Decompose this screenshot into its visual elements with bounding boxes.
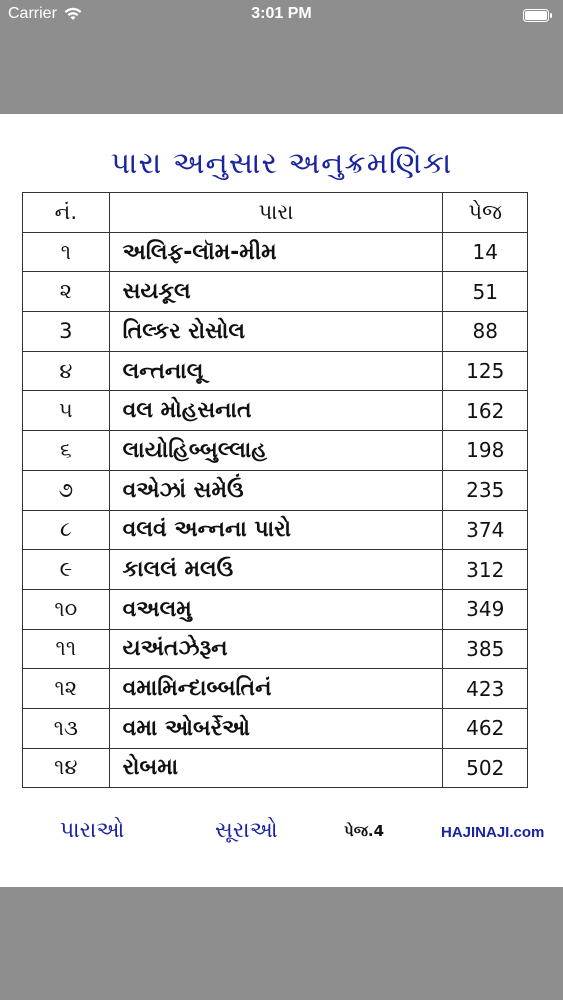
row-para-name[interactable]: યઅંતઝેરૂન: [109, 629, 443, 669]
table-row[interactable]: [23, 272, 528, 312]
page-title: પારા અનુસાર અનુક્રમણિકા: [110, 146, 453, 181]
table-row[interactable]: [23, 748, 528, 788]
row-page: 198: [443, 431, 528, 471]
row-para-name[interactable]: તિલ્કર રોસોલ: [109, 312, 443, 352]
row-page: 423: [443, 669, 528, 709]
row-para-name[interactable]: અલિફ-લૉમ-મીમ: [109, 232, 443, 272]
row-para-name[interactable]: લન્તનાલૂ: [109, 351, 443, 391]
row-page: 235: [443, 470, 528, 510]
row-number: ૧: [23, 232, 110, 272]
row-para-name[interactable]: વમા ઓબર્રેઓ: [109, 708, 443, 748]
row-para-name[interactable]: વલવં અન્નના પારો: [109, 510, 443, 550]
row-number: 3: [23, 312, 110, 352]
table-row[interactable]: [23, 510, 528, 550]
row-number: ૮: [23, 510, 110, 550]
row-number: ૧૨: [23, 669, 110, 709]
status-bar: [0, 0, 563, 30]
table-row[interactable]: [23, 550, 528, 590]
row-number: ૪: [23, 351, 110, 391]
status-time: 3:01 PM: [251, 5, 312, 22]
row-page: 14: [443, 232, 528, 272]
row-page: 462: [443, 708, 528, 748]
row-number: ૧૪: [23, 748, 110, 788]
row-para-name[interactable]: વલ મોહસનાત: [109, 391, 443, 431]
row-para-name[interactable]: લાયોહિબ્બુલ્લાહ: [109, 431, 443, 471]
row-number: ૧૩: [23, 708, 110, 748]
header-page: પેજ: [443, 193, 528, 233]
row-page: 88: [443, 312, 528, 352]
table-header-row: [23, 193, 528, 233]
row-para-name[interactable]: વઅલમુ: [109, 589, 443, 629]
carrier-label: Carrier: [8, 5, 57, 22]
row-number: ૫: [23, 391, 110, 431]
table-row[interactable]: [23, 431, 528, 471]
website-link[interactable]: HAJINAJI.com: [441, 824, 545, 841]
row-number: ૧૦: [23, 589, 110, 629]
row-number: ૬: [23, 431, 110, 471]
row-para-name[interactable]: વએઝાં સમેઉં: [109, 470, 443, 510]
row-page: 51: [443, 272, 528, 312]
row-para-name[interactable]: સયકૂલ: [109, 272, 443, 312]
footer-nav: [0, 814, 563, 854]
row-para-name[interactable]: કાલલં મલઉ: [109, 550, 443, 590]
sura-list-link[interactable]: સૂરાઓ: [215, 818, 278, 843]
table-row[interactable]: [23, 470, 528, 510]
index-page: [0, 114, 563, 887]
header-para: પારા: [109, 193, 443, 233]
row-page: 162: [443, 391, 528, 431]
header-number: નં.: [23, 193, 110, 233]
table-row[interactable]: [23, 669, 528, 709]
row-page: 374: [443, 510, 528, 550]
row-number: ૧૧: [23, 629, 110, 669]
row-number: ૯: [23, 550, 110, 590]
row-para-name[interactable]: વમામિન્દાબ્બતિનં: [109, 669, 443, 709]
page-number-label: પેજ.4: [344, 822, 385, 840]
row-page: 349: [443, 589, 528, 629]
row-page: 385: [443, 629, 528, 669]
row-page: 502: [443, 748, 528, 788]
table-row[interactable]: [23, 708, 528, 748]
para-list-link[interactable]: પારાઓ: [60, 818, 125, 843]
row-number: ૨: [23, 272, 110, 312]
table-row[interactable]: [23, 391, 528, 431]
table-row[interactable]: [23, 589, 528, 629]
table-row[interactable]: [23, 312, 528, 352]
table-row[interactable]: [23, 351, 528, 391]
battery-icon: [523, 9, 553, 21]
para-index-table: [22, 192, 528, 788]
row-page: 125: [443, 351, 528, 391]
row-number: ૭: [23, 470, 110, 510]
row-para-name[interactable]: રોબમા: [109, 748, 443, 788]
table-row[interactable]: [23, 629, 528, 669]
row-page: 312: [443, 550, 528, 590]
table-row[interactable]: [23, 232, 528, 272]
